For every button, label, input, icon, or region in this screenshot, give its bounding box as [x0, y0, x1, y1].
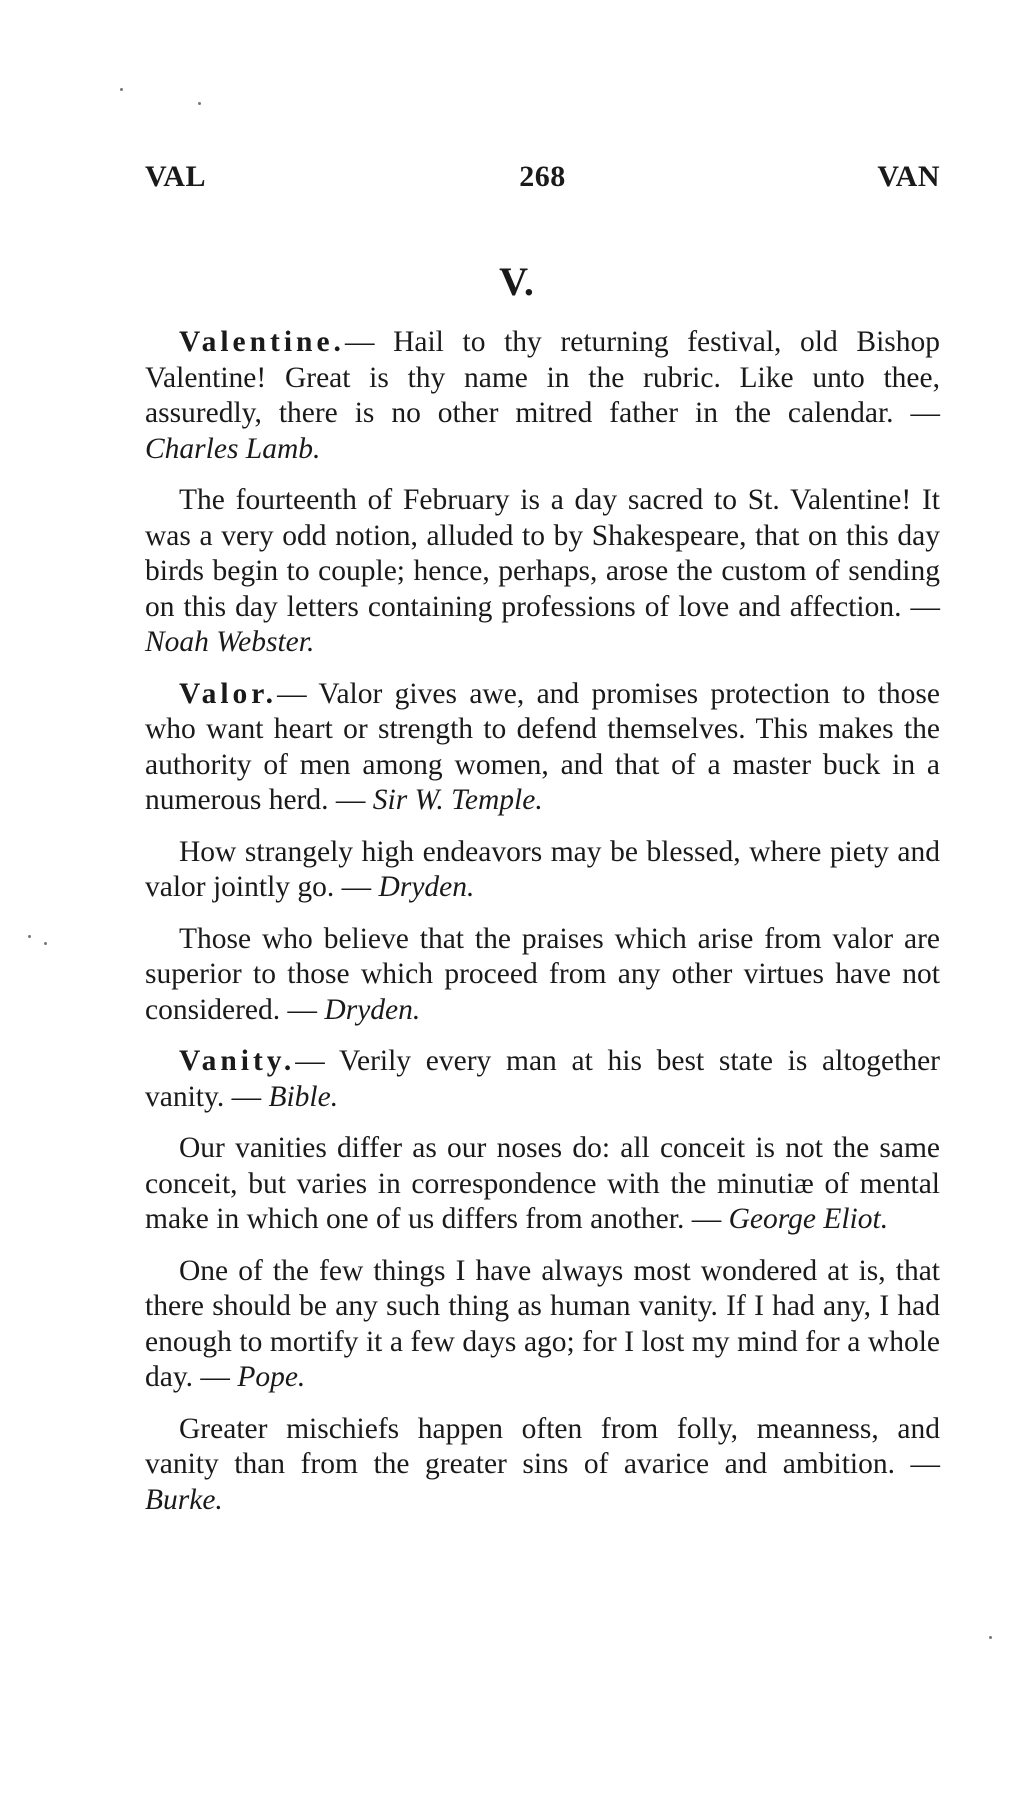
quotation-author: Bible.	[268, 1080, 339, 1113]
headword: Vanity.	[179, 1045, 296, 1077]
quotation-text: Those who believe that the praises which arise from valor are superior to those which proceed from any other virtues have not considered. —	[145, 922, 940, 1026]
quotation-entry	[145, 1254, 940, 1396]
quotation-entry	[145, 922, 940, 1029]
quotation-text: — Verily every man at his best state is altogether vanity. —	[145, 1045, 940, 1113]
quotation-text: — Valor gives awe, and promises protection to those who want heart or strength to defend themselves. This makes the authority of men among women, and that of a master buck in a numerous herd. —	[145, 677, 940, 816]
paper-speck	[28, 935, 31, 938]
quotation-author: Charles Lamb.	[145, 432, 321, 465]
quotation-text: Our vanities differ as our noses do: all conceit is not the same conceit, but varies in correspondence with the minutiæ of mental make in which one of us differs from another. —	[145, 1132, 940, 1235]
quotation-author: Sir W. Temple.	[372, 784, 543, 816]
quotation-text: Greater mischiefs happen often from folly, meanness, and vanity than from the greater sins of avarice and ambition. —	[145, 1412, 940, 1480]
quotation-author: George Eliot.	[728, 1203, 889, 1235]
running-head-left: VAL	[145, 160, 206, 193]
quotation-entry	[145, 835, 940, 906]
paper-speck	[198, 102, 201, 105]
quotation-text: The fourteenth of February is a day sacred to St. Valentine! It was a very odd notion, alluded to by Shakespeare, that on this day birds begin to couple; hence, perhaps, arose the custom of sending on this day letters containing professions of love and affection. —	[145, 484, 940, 623]
quotation-text: One of the few things I have always most wondered at is, that there should be any such thing as human vanity. If I had any, I had enough to mortify it a few days ago; for I lost my mind for a whole day. —	[145, 1254, 940, 1393]
running-head-right: VAN	[877, 160, 940, 193]
headword: Valor.	[179, 677, 278, 710]
quotation-entry	[145, 1044, 940, 1115]
paper-speck	[44, 942, 47, 945]
quotation-author: Noah Webster.	[145, 626, 315, 658]
quotation-entry	[145, 1412, 940, 1519]
quotation-list	[145, 325, 940, 1534]
quotation-entry	[145, 483, 940, 661]
quotation-author: Burke.	[145, 1483, 223, 1516]
quotation-author: Dryden.	[378, 871, 475, 903]
quotation-text: How strangely high endeavors may be blessed, where piety and valor jointly go. —	[145, 835, 940, 903]
quotation-entry	[145, 677, 940, 819]
page-number: 268	[519, 160, 566, 193]
paper-speck	[989, 1636, 992, 1639]
quotation-entry	[145, 1131, 940, 1238]
quotation-author: Dryden.	[324, 993, 421, 1026]
section-letter: V.	[499, 259, 535, 304]
quotation-entry	[145, 325, 940, 467]
running-head	[145, 160, 940, 200]
paper-speck	[120, 88, 123, 91]
quotation-text: — Hail to thy returning festival, old Bishop Valentine! Great is thy name in the rubric. Like unto thee, assuredly, there is no other mitred father in the calendar. —	[145, 326, 940, 429]
headword: Valentine.	[179, 326, 345, 358]
quotation-author: Pope.	[237, 1361, 306, 1393]
